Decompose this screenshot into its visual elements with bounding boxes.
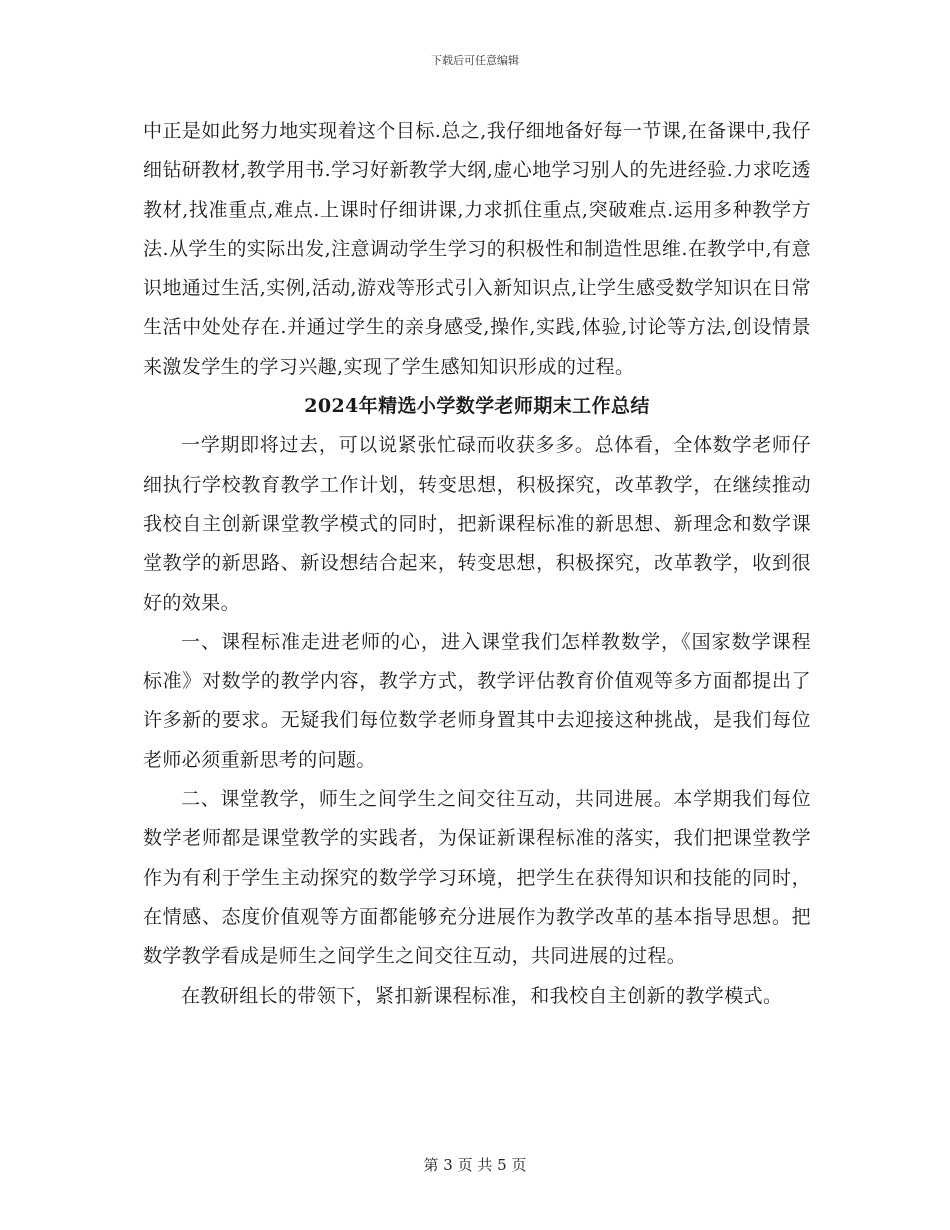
page-number-indicator: 第 3 页 共 5 页: [423, 1156, 527, 1174]
paragraph-section-two: 二、课堂教学，师生之间学生之间交往互动，共同进展。本学期我们每位数学老师都是课堂教学的实践者，为保证新课程标准的落实，我们把课堂教学作为有利于学生主动探究的数学学习环境，把学生在获得知识和技能的同时，在情感、态度价值观等方面都能够充分进展作为教学改革的基本指导思想。把数学教学看成是师生之间学生之间交往互动，共同进展的过程。: [143, 788, 811, 968]
page-header-note: 下载后可任意编辑: [431, 54, 519, 67]
paragraph-summary: 一学期即将过去，可以说紧张忙碌而收获多多。总体看，全体数学老师仔细执行学校教育教学工作计划，转变思想，积极探究，改革教学，在继续推动我校自主创新课堂教学模式的同时，把新课程标准的新思想、新理念和数学课堂教学的新思路、新设想结合起来，转变思想，积极探究，改革教学，收到很好的效果。: [143, 434, 811, 614]
section-title: 2024年精选小学数学老师期末工作总结: [304, 395, 650, 418]
paragraph-section-one: 一、课程标准走进老师的心，进入课堂我们怎样教数学，《国家数学课程标准》对数学的教学内容，教学方式，教学评估教育价值观等多方面都提出了许多新的要求。无疑我们每位数学老师身置其中去迎接这种挑战，是我们每位老师必须重新思考的问题。: [143, 630, 811, 771]
intro-paragraph: 中正是如此努力地实现着这个目标.总之,我仔细地备好每一节课,在备课中,我仔细钻研教材,教学用书.学习好新教学大纲,虚心地学习别人的先进经验.力求吃透教材,找准重点,难点.上课时仔细讲课,力求抓住重点,突破难点.运用多种教学方法.从学生的实际出发,注意调动学生学习的积极性和制造性思维.在教学中,有意识地通过生活,实例,活动,游戏等形式引入新知识点,让学生感受数学知识在日常生活中处处存在.并通过学生的亲身感受,操作,实践,体验,讨论等方法,创设情景来激发学生的学习兴趣,实现了学生感知知识形成的过程。: [143, 120, 811, 378]
document-body: [143, 112, 811, 1016]
paragraph-closing: 在教研组长的带领下，紧扣新课程标准，和我校自主创新的教学模式。: [181, 984, 783, 1007]
